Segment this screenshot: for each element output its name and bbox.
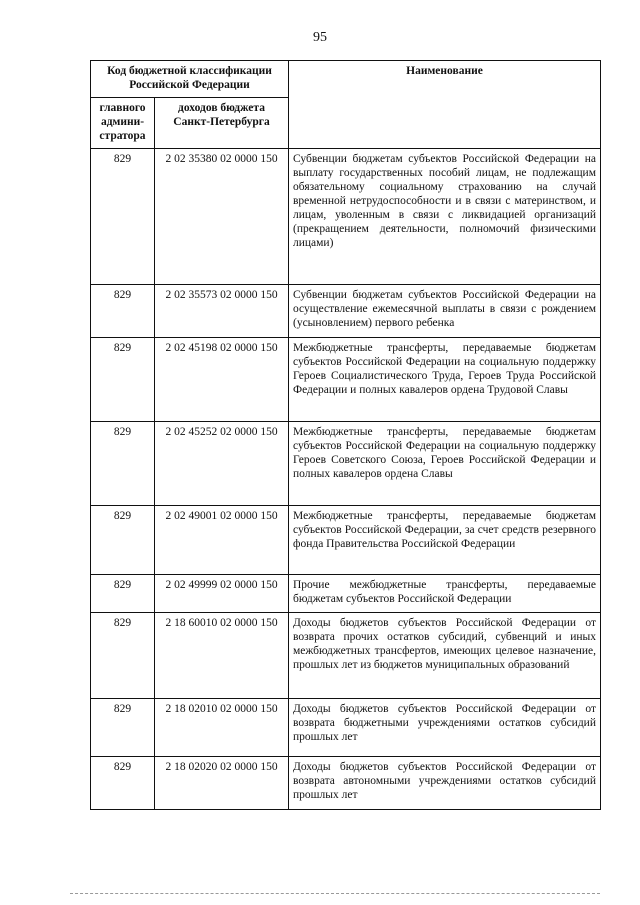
admin-code-cell: 829 bbox=[91, 575, 155, 613]
name-cell: Субвенции бюджетам субъектов Российской Федерации на осуществление ежемесячной выплаты в связи с рождением (усыновлением) первого ребенка bbox=[289, 285, 601, 338]
name-cell: Субвенции бюджетам субъектов Российской Федерации на выплату государственных пособий лицам, не подлежащим обязательному социальному страхованию на случай временной нетрудоспособности и в связи с материнством, и лицам, уволенным в связи с ликвидацией организаций (прекращением деятельности, полномочий физическими лицами) bbox=[289, 149, 601, 285]
page-number: 95 bbox=[313, 30, 327, 45]
table-row bbox=[91, 506, 601, 575]
revenue-code-cell: 2 18 02010 02 0000 150 bbox=[155, 699, 289, 757]
name-cell: Межбюджетные трансферты, передаваемые бюджетам субъектов Российской Федерации, за счет средств резервного фонда Правительства Российской Федерации bbox=[289, 506, 601, 575]
revenue-code-cell: 2 02 45198 02 0000 150 bbox=[155, 338, 289, 422]
budget-classification-table bbox=[90, 60, 601, 810]
name-cell: Межбюджетные трансферты, передаваемые бюджетам субъектов Российской Федерации на социальную поддержку Героев Советского Союза, Героев Российской Федерации и полных кавалеров ордена Славы bbox=[289, 422, 601, 506]
table-row bbox=[91, 422, 601, 506]
header-name: Наименование bbox=[289, 61, 601, 149]
revenue-code-cell: 2 18 02020 02 0000 150 bbox=[155, 757, 289, 810]
table-row bbox=[91, 575, 601, 613]
revenue-code-cell: 2 02 45252 02 0000 150 bbox=[155, 422, 289, 506]
admin-code-cell: 829 bbox=[91, 338, 155, 422]
table-header-row bbox=[91, 61, 601, 98]
header-budget-code-group: Код бюджетной классификации Российской Федерации bbox=[91, 61, 289, 98]
bottom-scan-line bbox=[70, 893, 600, 894]
table-row bbox=[91, 613, 601, 699]
name-cell: Межбюджетные трансферты, передаваемые бюджетам субъектов Российской Федерации на социальную поддержку Героев Социалистического Труда, Героев Труда Российской Федерации и полных кавалеров ордена Трудовой Славы bbox=[289, 338, 601, 422]
table-row bbox=[91, 338, 601, 422]
admin-code-cell: 829 bbox=[91, 149, 155, 285]
admin-code-cell: 829 bbox=[91, 285, 155, 338]
admin-code-cell: 829 bbox=[91, 613, 155, 699]
revenue-code-cell: 2 02 35380 02 0000 150 bbox=[155, 149, 289, 285]
header-revenue-code: доходов бюджета Санкт-Петербурга bbox=[155, 98, 289, 149]
admin-code-cell: 829 bbox=[91, 422, 155, 506]
revenue-code-cell: 2 02 35573 02 0000 150 bbox=[155, 285, 289, 338]
name-cell: Доходы бюджетов субъектов Российской Федерации от возврата бюджетными учреждениями остатков субсидий прошлых лет bbox=[289, 699, 601, 757]
revenue-code-cell: 2 02 49999 02 0000 150 bbox=[155, 575, 289, 613]
admin-code-cell: 829 bbox=[91, 506, 155, 575]
table-row bbox=[91, 149, 601, 285]
revenue-code-cell: 2 02 49001 02 0000 150 bbox=[155, 506, 289, 575]
table-row bbox=[91, 757, 601, 810]
revenue-code-cell: 2 18 60010 02 0000 150 bbox=[155, 613, 289, 699]
admin-code-cell: 829 bbox=[91, 757, 155, 810]
header-main-administrator: главного админи-стратора bbox=[91, 98, 155, 149]
name-cell: Доходы бюджетов субъектов Российской Федерации от возврата автономными учреждениями остатков субсидий прошлых лет bbox=[289, 757, 601, 810]
name-cell: Прочие межбюджетные трансферты, передаваемые бюджетам субъектов Российской Федерации bbox=[289, 575, 601, 613]
name-cell: Доходы бюджетов субъектов Российской Федерации от возврата прочих остатков субсидий, субвенций и иных межбюджетных трансфертов, имеющих целевое назначение, прошлых лет из бюджетов муниципальных образований bbox=[289, 613, 601, 699]
admin-code-cell: 829 bbox=[91, 699, 155, 757]
table-row bbox=[91, 285, 601, 338]
table-row bbox=[91, 699, 601, 757]
